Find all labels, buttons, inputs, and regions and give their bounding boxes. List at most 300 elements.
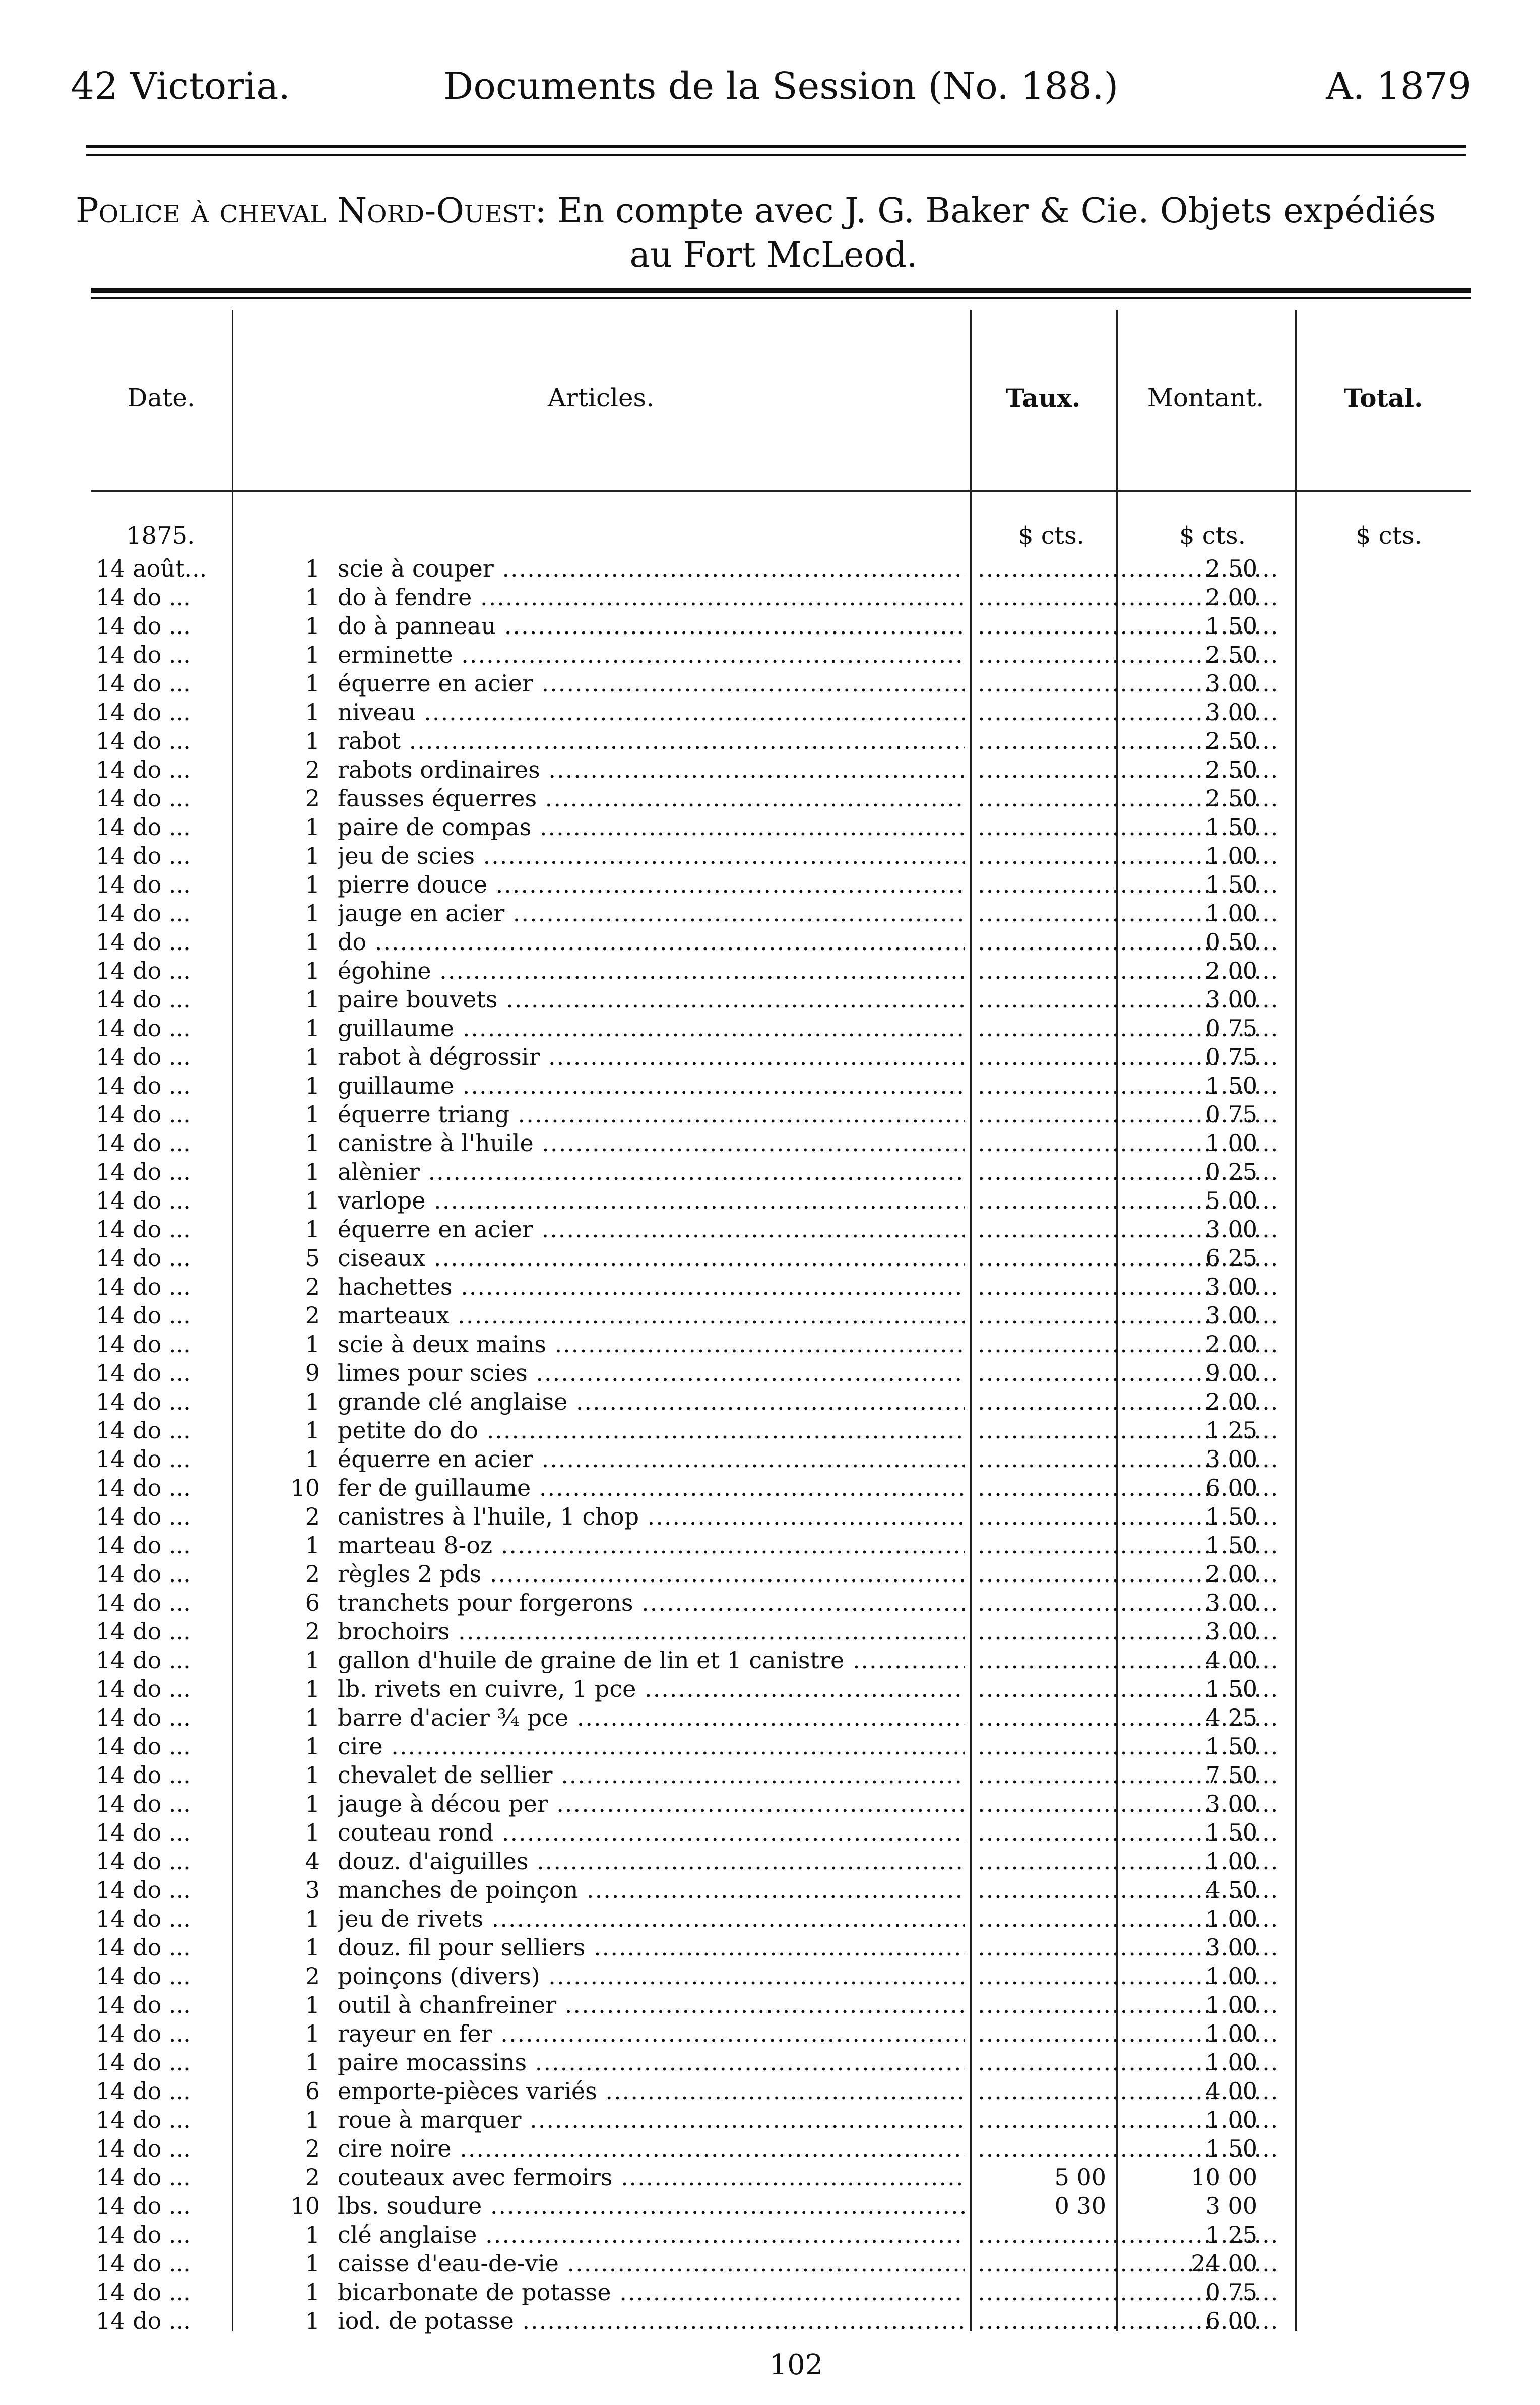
row-taux bbox=[978, 2048, 1106, 2076]
row-article: jauge à décou per ..... bbox=[338, 1790, 965, 1818]
row-date: 14 do ... bbox=[96, 1618, 191, 1645]
currency-taux: $ cts. bbox=[1018, 522, 1084, 550]
row-montant: 3 00 bbox=[1205, 1790, 1257, 1817]
row-montant: 0 75 bbox=[1205, 1101, 1257, 1128]
row-taux bbox=[978, 1244, 1106, 1272]
row-taux bbox=[978, 698, 1106, 726]
row-taux bbox=[978, 985, 1106, 1014]
row-article: iod. de potasse ..... bbox=[338, 2307, 965, 2335]
row-montant: 1 50 bbox=[1205, 871, 1257, 898]
row-montant: 10 00 bbox=[1191, 2164, 1257, 2191]
row-date: 14 do ... bbox=[96, 2307, 191, 2334]
row-quantity: 1 bbox=[305, 1331, 320, 1358]
title-line2: au Fort McLeod. bbox=[629, 235, 918, 275]
row-quantity: 1 bbox=[305, 2106, 320, 2133]
row-montant: 3 00 bbox=[1205, 1302, 1257, 1329]
row-article: règles 2 pds ..... bbox=[338, 1560, 965, 1588]
row-taux bbox=[978, 1818, 1106, 1847]
row-date: 14 do ... bbox=[96, 871, 191, 898]
row-taux bbox=[978, 669, 1106, 698]
row-article: lb. rivets en cuivre, 1 pce ..... bbox=[338, 1675, 965, 1703]
row-taux bbox=[978, 1158, 1106, 1186]
row-date: 14 do ... bbox=[96, 1101, 191, 1128]
row-article: caisse d'eau-de-vie ..... bbox=[338, 2249, 965, 2277]
row-quantity: 1 bbox=[305, 813, 320, 841]
row-date: 14 do ... bbox=[96, 1273, 191, 1300]
row-taux bbox=[978, 727, 1106, 755]
row-article: paire mocassins ..... bbox=[338, 2048, 965, 2076]
row-date: 14 do ... bbox=[96, 1647, 191, 1674]
row-date: 14 do ... bbox=[96, 785, 191, 812]
row-taux bbox=[978, 1359, 1106, 1387]
row-taux bbox=[978, 2221, 1106, 2249]
row-montant: 1 00 bbox=[1205, 2049, 1257, 2076]
row-taux bbox=[978, 1962, 1106, 1990]
row-article: paire de compas ..... bbox=[338, 813, 965, 841]
col-header-articles: Articles. bbox=[547, 383, 655, 412]
row-quantity: 1 bbox=[305, 1015, 320, 1042]
row-quantity: 1 bbox=[305, 699, 320, 726]
row-article: jeu de scies ..... bbox=[338, 842, 965, 870]
row-article: do ..... bbox=[338, 928, 965, 956]
row-article: fer de guillaume ..... bbox=[338, 1474, 965, 1502]
row-article: grande clé anglaise ..... bbox=[338, 1387, 965, 1416]
page-number: 102 bbox=[769, 2349, 823, 2381]
row-montant: 1 00 bbox=[1205, 1905, 1257, 1932]
row-montant: 1 50 bbox=[1205, 1675, 1257, 1702]
row-taux: 0 30 bbox=[1054, 2192, 1106, 2220]
title-org: Police à cheval Nord-Ouest bbox=[76, 191, 535, 231]
row-quantity: 1 bbox=[305, 2279, 320, 2306]
row-article: marteau 8-oz ..... bbox=[338, 1531, 965, 1559]
row-quantity: 10 bbox=[290, 2192, 320, 2220]
header-right: A. 1879 bbox=[1326, 65, 1471, 108]
col-divider-montant bbox=[1295, 310, 1297, 2331]
row-taux bbox=[978, 1129, 1106, 1157]
row-article: do à panneau ..... bbox=[338, 612, 965, 640]
row-date: 14 do ... bbox=[96, 1359, 191, 1386]
row-taux bbox=[978, 2278, 1106, 2306]
row-article: tranchets pour forgerons ..... bbox=[338, 1589, 965, 1617]
row-taux bbox=[978, 1991, 1106, 2019]
row-quantity: 1 bbox=[305, 1819, 320, 1846]
row-article: scie à couper ..... bbox=[338, 554, 965, 583]
row-taux bbox=[978, 842, 1106, 870]
row-quantity: 2 bbox=[305, 1618, 320, 1645]
row-date: 14 do ... bbox=[96, 1043, 191, 1070]
row-montant: 0 25 bbox=[1205, 1158, 1257, 1185]
row-date: 14 do ... bbox=[96, 2106, 191, 2133]
row-montant: 1 25 bbox=[1205, 1417, 1257, 1444]
row-taux bbox=[978, 1273, 1106, 1301]
row-montant: 1 50 bbox=[1205, 2135, 1257, 2162]
row-article: lbs. soudure ..... bbox=[338, 2192, 965, 2220]
row-date: 14 do ... bbox=[96, 756, 191, 783]
row-quantity: 2 bbox=[305, 2164, 320, 2191]
row-date: 14 do ... bbox=[96, 1187, 191, 1214]
row-quantity: 1 bbox=[305, 612, 320, 640]
row-taux bbox=[978, 2307, 1106, 2335]
row-taux bbox=[978, 2134, 1106, 2163]
row-article: scie à deux mains ..... bbox=[338, 1330, 965, 1358]
row-date: 14 do ... bbox=[96, 1675, 191, 1702]
row-article: équerre triang ..... bbox=[338, 1100, 965, 1128]
row-taux bbox=[978, 1790, 1106, 1818]
row-date: 14 août... bbox=[96, 555, 207, 582]
row-article: douz. d'aiguilles ..... bbox=[338, 1847, 965, 1875]
row-date: 14 do ... bbox=[96, 2164, 191, 2191]
row-quantity: 1 bbox=[305, 1905, 320, 1932]
row-quantity: 2 bbox=[305, 785, 320, 812]
row-date: 14 do ... bbox=[96, 1503, 191, 1530]
row-taux bbox=[978, 1071, 1106, 1100]
row-taux bbox=[978, 899, 1106, 927]
row-taux bbox=[978, 1732, 1106, 1760]
row-montant: 1 50 bbox=[1205, 612, 1257, 640]
row-taux bbox=[978, 583, 1106, 611]
row-montant: 1 50 bbox=[1205, 1819, 1257, 1846]
row-date: 14 do ... bbox=[96, 1216, 191, 1243]
row-quantity: 2 bbox=[305, 1560, 320, 1588]
row-quantity: 1 bbox=[305, 1790, 320, 1817]
row-quantity: 1 bbox=[305, 1158, 320, 1185]
row-quantity: 1 bbox=[305, 1417, 320, 1444]
row-taux bbox=[978, 1100, 1106, 1128]
row-quantity: 6 bbox=[305, 1589, 320, 1616]
row-montant: 4 50 bbox=[1205, 1876, 1257, 1904]
row-montant: 4 25 bbox=[1205, 1704, 1257, 1731]
row-quantity: 1 bbox=[305, 871, 320, 898]
row-montant: 3 00 bbox=[1205, 1216, 1257, 1243]
row-article: canistre à l'huile ..... bbox=[338, 1129, 965, 1157]
row-taux bbox=[978, 957, 1106, 985]
row-article: rabot ..... bbox=[338, 727, 965, 755]
row-taux bbox=[978, 1186, 1106, 1215]
row-article: équerre en acier ..... bbox=[338, 1215, 965, 1243]
row-date: 14 do ... bbox=[96, 1244, 191, 1272]
row-article: rayeur en fer ..... bbox=[338, 2019, 965, 2048]
row-taux bbox=[978, 2106, 1106, 2134]
row-montant: 3 00 bbox=[1205, 1618, 1257, 1645]
header-bottom-rule bbox=[91, 490, 1471, 492]
row-article: ciseaux ..... bbox=[338, 1244, 965, 1272]
row-quantity: 1 bbox=[305, 2020, 320, 2047]
row-article: emporte-pièces variés ..... bbox=[338, 2077, 965, 2105]
row-article: alènier ..... bbox=[338, 1158, 965, 1186]
row-date: 14 do ... bbox=[96, 2221, 191, 2248]
row-quantity: 1 bbox=[305, 641, 320, 668]
row-article: varlope ..... bbox=[338, 1186, 965, 1215]
row-quantity: 1 bbox=[305, 1388, 320, 1415]
row-quantity: 1 bbox=[305, 1072, 320, 1099]
row-date: 14 do ... bbox=[96, 2250, 191, 2277]
row-quantity: 1 bbox=[305, 727, 320, 754]
row-date: 14 do ... bbox=[96, 1445, 191, 1473]
row-date: 14 do ... bbox=[96, 1790, 191, 1817]
row-quantity: 1 bbox=[305, 2307, 320, 2334]
row-quantity: 1 bbox=[305, 1733, 320, 1760]
row-montant: 6 00 bbox=[1205, 1474, 1257, 1501]
row-date: 14 do ... bbox=[96, 1388, 191, 1415]
row-montant: 2 00 bbox=[1205, 957, 1257, 984]
row-article: bicarbonate de potasse ..... bbox=[338, 2278, 965, 2306]
row-taux bbox=[978, 612, 1106, 640]
row-article: paire bouvets ..... bbox=[338, 985, 965, 1014]
row-montant: 2 50 bbox=[1205, 555, 1257, 582]
row-montant: 3 00 bbox=[1205, 1445, 1257, 1473]
row-article: jauge en acier ..... bbox=[338, 899, 965, 927]
row-quantity: 1 bbox=[305, 1761, 320, 1789]
row-taux bbox=[978, 1014, 1106, 1042]
row-date: 14 do ... bbox=[96, 1560, 191, 1588]
row-date: 14 do ... bbox=[96, 699, 191, 726]
row-article: roue à marquer ..... bbox=[338, 2106, 965, 2134]
row-montant: 24 00 bbox=[1191, 2250, 1257, 2277]
row-date: 14 do ... bbox=[96, 957, 191, 984]
row-montant: 6 00 bbox=[1205, 2307, 1257, 2334]
row-quantity: 1 bbox=[305, 1043, 320, 1070]
row-date: 14 do ... bbox=[96, 1589, 191, 1616]
row-date: 14 do ... bbox=[96, 670, 191, 697]
row-montant: 1 50 bbox=[1205, 1532, 1257, 1559]
row-montant: 1 50 bbox=[1205, 813, 1257, 841]
row-article: couteau rond ..... bbox=[338, 1818, 965, 1847]
row-montant: 3 00 bbox=[1205, 2192, 1257, 2220]
row-montant: 4 00 bbox=[1205, 2077, 1257, 2105]
row-article: douz. fil pour selliers ..... bbox=[338, 1933, 965, 1961]
col-header-montant: Montant. bbox=[1147, 383, 1264, 412]
row-montant: 6 25 bbox=[1205, 1244, 1257, 1272]
row-montant: 3 00 bbox=[1205, 670, 1257, 697]
row-article: fausses équerres ..... bbox=[338, 784, 965, 812]
running-header bbox=[71, 65, 1471, 115]
row-taux bbox=[978, 641, 1106, 669]
row-taux bbox=[978, 2249, 1106, 2277]
row-montant: 1 25 bbox=[1205, 2221, 1257, 2248]
row-article: barre d'acier ¾ pce ..... bbox=[338, 1703, 965, 1732]
title-rule-thick bbox=[91, 288, 1471, 293]
row-taux bbox=[978, 1474, 1106, 1502]
row-taux bbox=[978, 1646, 1106, 1674]
row-quantity: 4 bbox=[305, 1848, 320, 1875]
row-montant: 0 75 bbox=[1205, 2279, 1257, 2306]
row-date: 14 do ... bbox=[96, 1129, 191, 1157]
row-article: jeu de rivets ..... bbox=[338, 1905, 965, 1933]
row-taux bbox=[978, 1905, 1106, 1933]
row-taux bbox=[978, 1617, 1106, 1645]
row-date: 14 do ... bbox=[96, 1963, 191, 1990]
row-montant: 1 00 bbox=[1205, 842, 1257, 869]
row-date: 14 do ... bbox=[96, 1704, 191, 1731]
row-date: 14 do ... bbox=[96, 2020, 191, 2047]
row-montant: 1 00 bbox=[1205, 1129, 1257, 1157]
row-date: 14 do ... bbox=[96, 1302, 191, 1329]
row-date: 14 do ... bbox=[96, 2192, 191, 2220]
row-taux bbox=[978, 1330, 1106, 1358]
row-date: 14 do ... bbox=[96, 1417, 191, 1444]
row-quantity: 2 bbox=[305, 1273, 320, 1300]
row-montant: 7 50 bbox=[1205, 1761, 1257, 1789]
row-article: rabots ordinaires ..... bbox=[338, 755, 965, 784]
row-montant: 2 00 bbox=[1205, 1331, 1257, 1358]
row-montant: 1 00 bbox=[1205, 1991, 1257, 2018]
row-quantity: 3 bbox=[305, 1876, 320, 1904]
col-header-total: Total. bbox=[1343, 383, 1423, 413]
header-rule-thin bbox=[86, 154, 1466, 156]
row-quantity: 9 bbox=[305, 1359, 320, 1386]
document-title bbox=[76, 189, 1471, 278]
row-date: 14 do ... bbox=[96, 2279, 191, 2306]
row-quantity: 1 bbox=[305, 1934, 320, 1961]
row-taux bbox=[978, 1502, 1106, 1531]
row-montant: 1 50 bbox=[1205, 1733, 1257, 1760]
row-article: équerre en acier ..... bbox=[338, 1445, 965, 1473]
row-quantity: 2 bbox=[305, 1503, 320, 1530]
row-montant: 5 00 bbox=[1205, 1187, 1257, 1214]
row-date: 14 do ... bbox=[96, 612, 191, 640]
header-center: Documents de la Session (No. 188.) bbox=[443, 65, 1119, 108]
row-montant: 0 75 bbox=[1205, 1043, 1257, 1070]
row-taux bbox=[978, 870, 1106, 899]
row-quantity: 2 bbox=[305, 1963, 320, 1990]
row-montant: 2 00 bbox=[1205, 584, 1257, 611]
row-taux bbox=[978, 1589, 1106, 1617]
row-taux bbox=[978, 784, 1106, 812]
currency-montant: $ cts. bbox=[1179, 522, 1246, 550]
row-article: guillaume ..... bbox=[338, 1071, 965, 1100]
row-montant: 1 00 bbox=[1205, 900, 1257, 927]
row-quantity: 1 bbox=[305, 1704, 320, 1731]
row-quantity: 1 bbox=[305, 2221, 320, 2248]
row-montant: 2 50 bbox=[1205, 785, 1257, 812]
row-article: poinçons (divers) ..... bbox=[338, 1962, 965, 1990]
row-montant: 1 00 bbox=[1205, 2020, 1257, 2047]
row-date: 14 do ... bbox=[96, 813, 191, 841]
row-date: 14 do ... bbox=[96, 584, 191, 611]
row-date: 14 do ... bbox=[96, 1905, 191, 1932]
row-taux bbox=[978, 1387, 1106, 1416]
row-date: 14 do ... bbox=[96, 727, 191, 754]
row-taux bbox=[978, 1703, 1106, 1732]
row-taux: 5 00 bbox=[1054, 2164, 1106, 2191]
row-article: canistres à l'huile, 1 chop ..... bbox=[338, 1502, 965, 1531]
row-article: hachettes ..... bbox=[338, 1273, 965, 1301]
row-date: 14 do ... bbox=[96, 1331, 191, 1358]
row-taux bbox=[978, 554, 1106, 583]
row-montant: 0 75 bbox=[1205, 1015, 1257, 1042]
row-taux bbox=[978, 813, 1106, 841]
row-article: couteaux avec fermoirs ..... bbox=[338, 2163, 965, 2191]
row-taux bbox=[978, 1043, 1106, 1071]
row-taux bbox=[978, 928, 1106, 956]
row-quantity: 2 bbox=[305, 756, 320, 783]
col-header-date: Date. bbox=[127, 383, 196, 412]
row-taux bbox=[978, 1761, 1106, 1789]
row-montant: 2 50 bbox=[1205, 641, 1257, 668]
row-taux bbox=[978, 1847, 1106, 1875]
row-taux bbox=[978, 1445, 1106, 1473]
row-montant: 2 50 bbox=[1205, 727, 1257, 754]
row-date: 14 do ... bbox=[96, 1532, 191, 1559]
row-date: 14 do ... bbox=[96, 2077, 191, 2105]
row-date: 14 do ... bbox=[96, 842, 191, 869]
row-article: cire ..... bbox=[338, 1732, 965, 1760]
row-quantity: 1 bbox=[305, 842, 320, 869]
row-date: 14 do ... bbox=[96, 1848, 191, 1875]
row-date: 14 do ... bbox=[96, 986, 191, 1013]
row-date: 14 do ... bbox=[96, 2135, 191, 2162]
row-quantity: 1 bbox=[305, 1216, 320, 1243]
row-date: 14 do ... bbox=[96, 1876, 191, 1904]
row-date: 14 do ... bbox=[96, 1991, 191, 2018]
row-date: 14 do ... bbox=[96, 1934, 191, 1961]
row-quantity: 1 bbox=[305, 928, 320, 956]
row-article: erminette ..... bbox=[338, 641, 965, 669]
row-montant: 0 50 bbox=[1205, 928, 1257, 956]
row-taux bbox=[978, 1416, 1106, 1444]
header-rule-thick bbox=[86, 145, 1466, 148]
row-date: 14 do ... bbox=[96, 1158, 191, 1185]
row-article: équerre en acier ..... bbox=[338, 669, 965, 698]
row-quantity: 1 bbox=[305, 1991, 320, 2018]
row-article: gallon d'huile de graine de lin et 1 canistre ..... bbox=[338, 1646, 965, 1674]
year-label: 1875. bbox=[126, 522, 196, 550]
row-quantity: 1 bbox=[305, 900, 320, 927]
row-quantity: 1 bbox=[305, 2049, 320, 2076]
row-montant: 1 00 bbox=[1205, 1963, 1257, 1990]
row-taux bbox=[978, 755, 1106, 784]
row-article: chevalet de sellier ..... bbox=[338, 1761, 965, 1789]
row-quantity: 1 bbox=[305, 1647, 320, 1674]
row-taux bbox=[978, 2019, 1106, 2048]
row-taux bbox=[978, 1301, 1106, 1330]
row-taux bbox=[978, 2077, 1106, 2105]
row-quantity: 1 bbox=[305, 957, 320, 984]
row-date: 14 do ... bbox=[96, 641, 191, 668]
row-quantity: 5 bbox=[305, 1244, 320, 1272]
row-montant: 4 00 bbox=[1205, 1647, 1257, 1674]
row-quantity: 1 bbox=[305, 2250, 320, 2277]
row-quantity: 1 bbox=[305, 1187, 320, 1214]
row-quantity: 1 bbox=[305, 555, 320, 582]
row-quantity: 1 bbox=[305, 1532, 320, 1559]
row-date: 14 do ... bbox=[96, 2049, 191, 2076]
row-article: do à fendre ..... bbox=[338, 583, 965, 611]
row-article: rabot à dégrossir ..... bbox=[338, 1043, 965, 1071]
row-montant: 2 00 bbox=[1205, 1388, 1257, 1415]
row-article: guillaume ..... bbox=[338, 1014, 965, 1042]
row-article: brochoirs ..... bbox=[338, 1617, 965, 1645]
row-montant: 2 00 bbox=[1205, 1560, 1257, 1588]
title-line1-rest: : En compte avec J. G. Baker & Cie. Objets expédiés bbox=[535, 191, 1436, 231]
title-rule-thin bbox=[91, 297, 1471, 299]
row-date: 14 do ... bbox=[96, 1761, 191, 1789]
row-date: 14 do ... bbox=[96, 1474, 191, 1501]
row-quantity: 1 bbox=[305, 1101, 320, 1128]
row-quantity: 1 bbox=[305, 1675, 320, 1702]
row-montant: 3 00 bbox=[1205, 1589, 1257, 1616]
row-montant: 1 50 bbox=[1205, 1503, 1257, 1530]
row-taux bbox=[978, 1675, 1106, 1703]
row-taux bbox=[978, 1215, 1106, 1243]
row-article: outil à chanfreiner ..... bbox=[338, 1991, 965, 2019]
row-date: 14 do ... bbox=[96, 900, 191, 927]
row-date: 14 do ... bbox=[96, 1733, 191, 1760]
row-date: 14 do ... bbox=[96, 1015, 191, 1042]
row-montant: 1 00 bbox=[1205, 1848, 1257, 1875]
row-article: pierre douce ..... bbox=[338, 870, 965, 899]
row-date: 14 do ... bbox=[96, 1819, 191, 1846]
